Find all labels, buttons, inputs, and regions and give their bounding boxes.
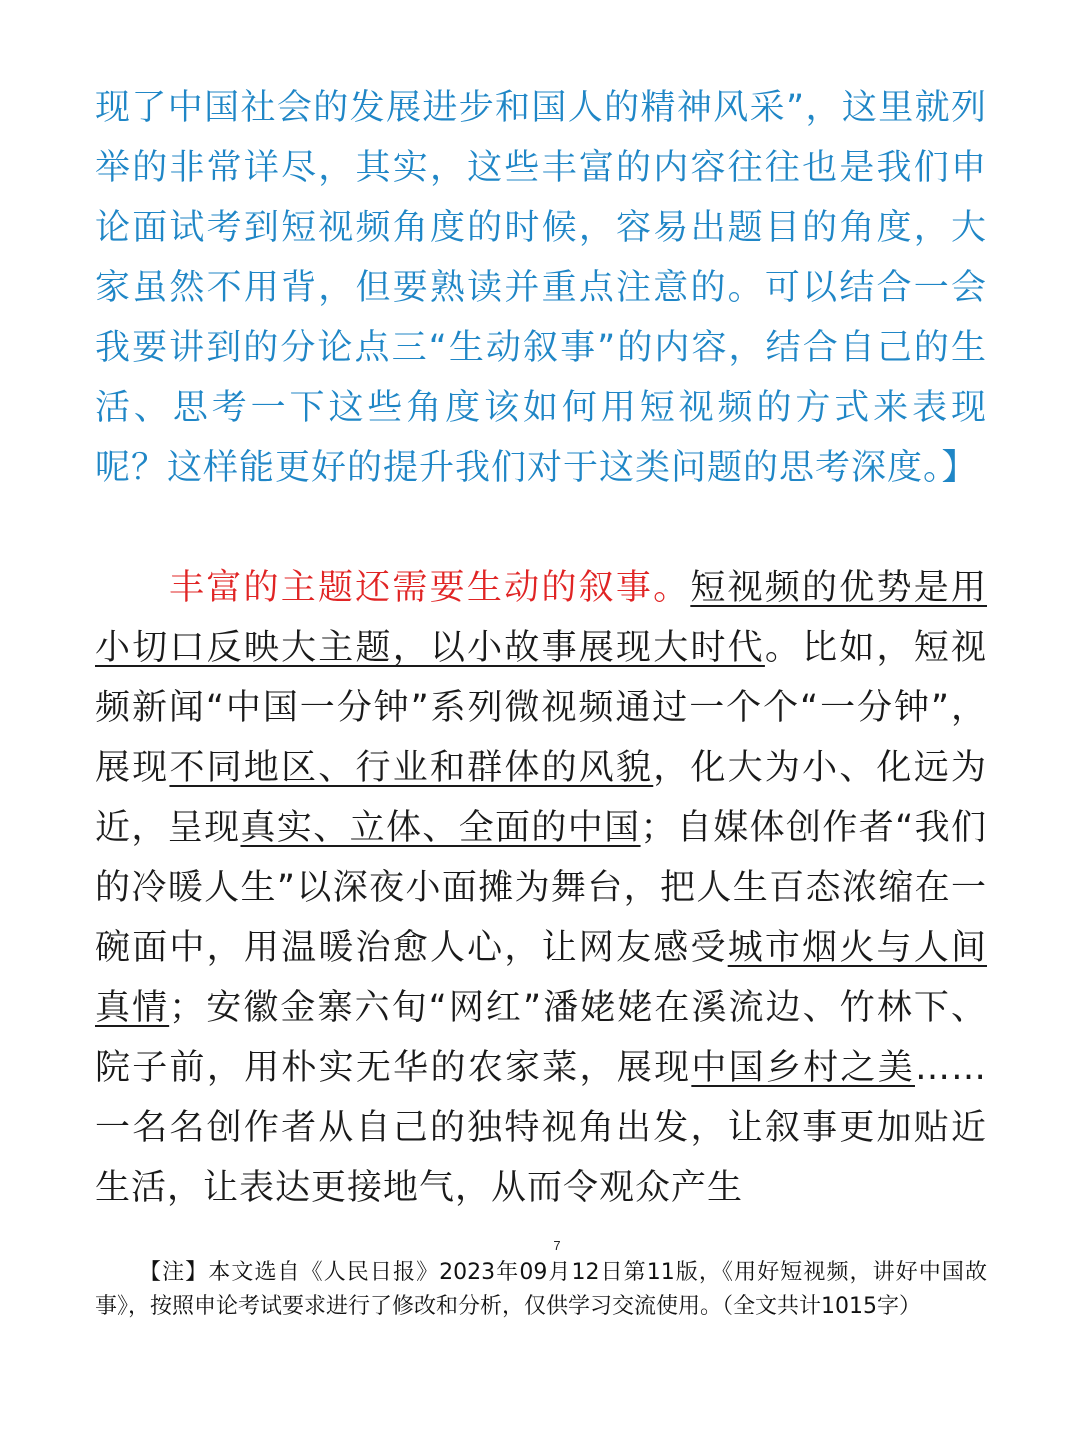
underlined-key-phrase: 城市烟火与人间真情 — [95, 928, 987, 1028]
paragraph-text: ……一名名创作者从自己的独特视角出发，让叙事更加贴近生活，让表达更接地气，从而令观众产生 — [95, 1048, 987, 1208]
underlined-key-phrase: 真实、立体、全面的中国 — [240, 808, 641, 848]
paragraph-text: 。比如，短视频新闻“中国一分钟”系列微视频通过一个个“一分钟”，展现 — [95, 628, 987, 788]
paragraph-text: ；安徽金寨六旬“网红”潘姥姥在溪流边、竹林下、院子前，用朴实无华的农家菜，展现 — [95, 988, 987, 1088]
paragraph-text: ，化大为小、化远为近，呈现 — [95, 748, 987, 848]
underlined-key-phrase: 短视频的优势是用小切口反映大主题，以小故事展现大时代 — [95, 568, 987, 668]
article-paragraph — [95, 558, 987, 1218]
paragraph-text: ；自媒体创作者“我们的冷暖人生”以深夜小面摊为舞台，把人生百态浓缩在一碗面中，用温暖治愈人心，让网友感受 — [95, 808, 987, 968]
underlined-key-phrase: 中国乡村之美 — [691, 1048, 915, 1088]
page-number: 7 — [553, 1238, 561, 1253]
topic-sentence: 丰富的主题还需要生动的叙事。 — [169, 568, 691, 608]
source-note: 【注】本文选自《人民日报》2023年09月12日第11版，《用好短视频，讲好中国故事》，按照申论考试要求进行了修改和分析，仅供学习交流使用。（全文共计1015字） — [95, 1260, 987, 1319]
underlined-key-phrase: 不同地区、行业和群体的风貌 — [169, 748, 654, 788]
analysis-commentary: 现了中国社会的发展进步和国人的精神风采”，这里就列举的非常详尽，其实，这些丰富的内容往往也是我们申论面试考到短视频角度的时候，容易出题目的角度，大家虽然不用背，但要熟读并重点注意的。可以结合一会我要讲到的分论点三“生动叙事”的内容，结合自己的生活、思考一下这些角度该如何用短视频的方式来表现呢？这样能更好的提升我们对于这类问题的思考深度。】 — [95, 88, 987, 488]
